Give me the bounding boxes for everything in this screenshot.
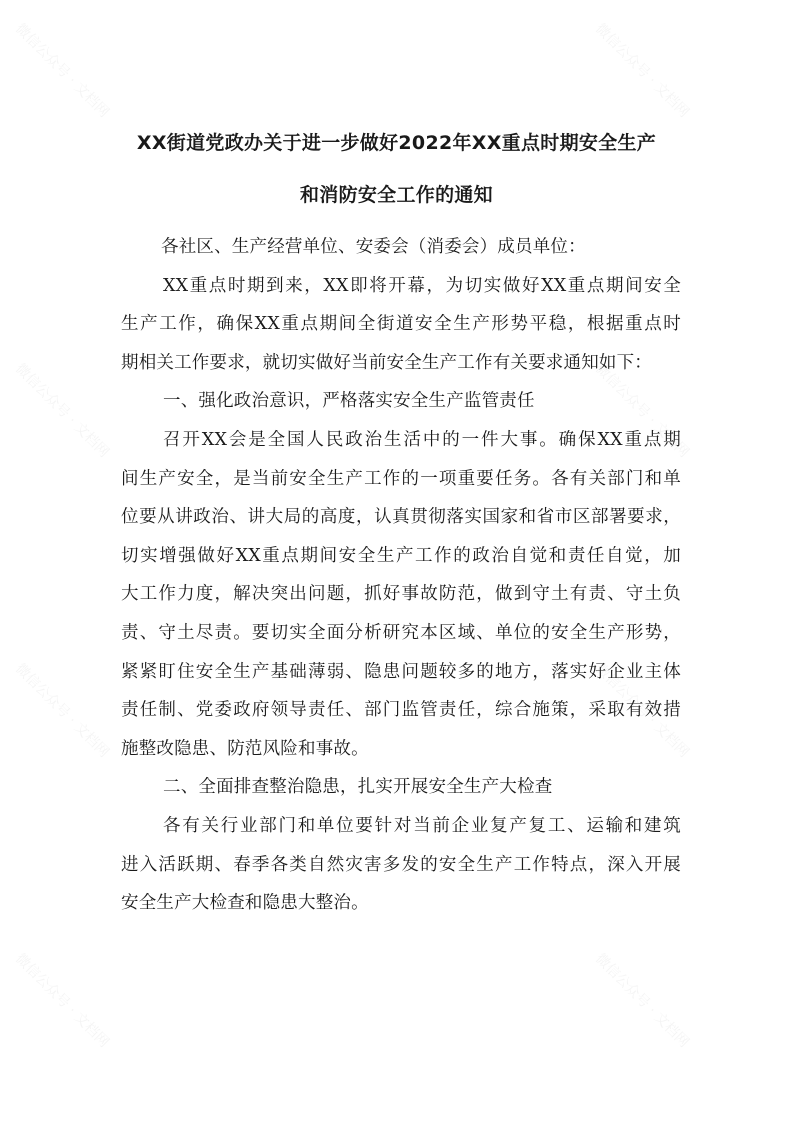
watermark-text: 微信公众号 · 文档网 [11,20,112,121]
watermark-text: 微信公众号 · 文档网 [591,360,692,461]
watermark-text: 微信公众号 · 文档网 [591,20,692,121]
document-body [121,228,681,923]
document-title-line-2: 和消防安全工作的通知 [299,184,493,206]
watermark-text: 微信公众号 · 文档网 [591,950,692,1051]
section-heading-1: 一、强化政治意识，严格落实安全生产监管责任 [163,391,535,412]
paragraph-line: 进入活跃期、春季各类自然灾害多发的安全生产工作特点，深入开展 [121,854,681,875]
paragraph-line: 大工作力度，解决突出问题，抓好事故防范，做到守土有责、守土负 [121,584,681,605]
watermark-text: 微信公众号 · 文档网 [11,360,112,461]
paragraph-line: 责任制、党委政府领导责任、部门监管责任，综合施策，采取有效措 [121,700,681,721]
paragraph-line: 召开XX会是全国人民政治生活中的一件大事。确保XX重点期 [163,429,681,450]
paragraph-line: XX重点时期到来，XX即将开幕，为切实做好XX重点期间安全 [163,275,681,296]
watermark-text: 微信公众号 · 文档网 [591,660,692,761]
paragraph-line: 间生产安全，是当前安全生产工作的一项重要任务。各有关部门和单 [121,468,681,489]
paragraph-line: 施整改隐患、防范风险和事故。 [121,738,369,759]
paragraph-line: 责、守土尽责。要切实全面分析研究本区域、单位的安全生产形势， [121,622,681,643]
salutation: 各社区、生产经营单位、安委会（消委会）成员单位： [161,237,586,257]
document-title-line-1: XX街道党政办关于进一步做好2022年XX重点时期安全生产 [136,132,657,154]
paragraph-line: 生产工作，确保XX重点期间全街道安全生产形势平稳，根据重点时 [121,314,681,335]
paragraph-line: 位要从讲政治、讲大局的高度，认真贯彻落实国家和省市区部署要求， [121,507,681,528]
paragraph-line: 切实增强做好XX重点期间安全生产工作的政治自觉和责任自觉，加 [121,545,681,566]
paragraph-line: 安全生产大检查和隐患大整治。 [121,893,369,914]
section-heading-2: 二、全面排查整治隐患，扎实开展安全生产大检查 [163,777,553,798]
watermark-text: 微信公众号 · 文档网 [11,660,112,761]
watermark-text: 微信公众号 · 文档网 [11,950,112,1051]
paragraph-line: 期相关工作要求，就切实做好当前安全生产工作有关要求通知如下： [121,352,652,373]
paragraph-line: 紧紧盯住安全生产基础薄弱、隐患问题较多的地方，落实好企业主体 [121,661,681,682]
paragraph-line: 各有关行业部门和单位要针对当前企业复产复工、运输和建筑 [163,815,681,836]
